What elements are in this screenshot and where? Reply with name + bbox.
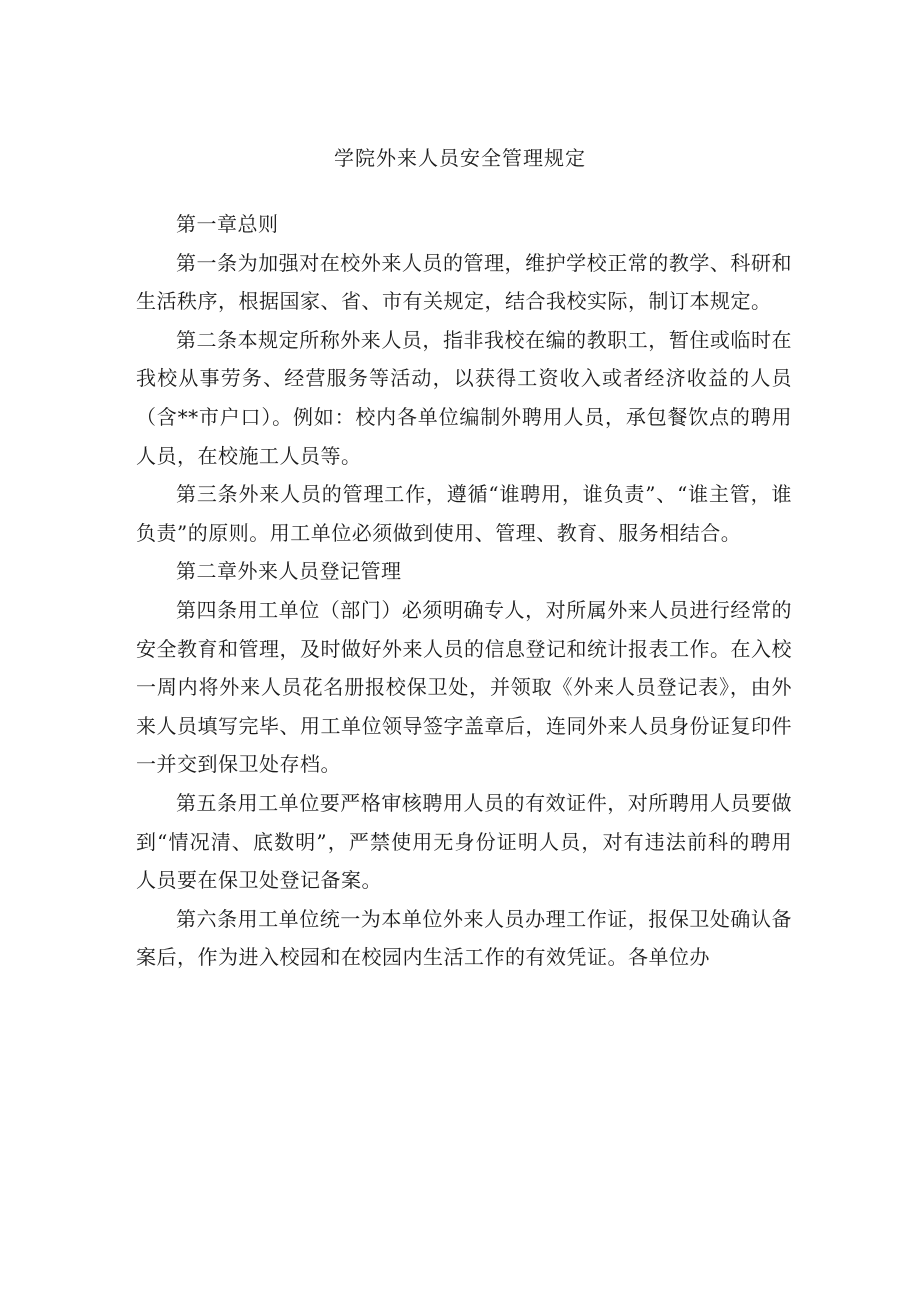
- document-title: 学院外来人员安全管理规定: [334, 146, 586, 170]
- article-5: 第五条用工单位要严格审核聘用人员的有效证件，对所聘用人员要做到“情况清、底数明”，严禁使用无身份证明人员，对有违法前科的聘用人员要在保卫处登记备案。: [136, 790, 792, 893]
- chapter-heading-1: 第一章总则: [176, 212, 279, 236]
- article-1: 第一条为加强对在校外来人员的管理，维护学校正常的教学、科研和生活秩序，根据国家、省、市有关规定，结合我校实际，制订本规定。: [136, 250, 792, 314]
- article-2: 第二条本规定所称外来人员，指非我校在编的教职工，暂住或临时在我校从事劳务、经营服务等活动，以获得工资收入或者经济收益的人员（含**市户口）。例如：校内各单位编制外聘用人员，承包餐饮点的聘用人员，在校施工人员等。: [136, 327, 792, 468]
- document-body: [136, 205, 792, 977]
- article-6: 第六条用工单位统一为本单位外来人员办理工作证，报保卫处确认备案后，作为进入校园和在校园内生活工作的有效凭证。各单位办: [136, 906, 792, 970]
- chapter-heading-2: 第二章外来人员登记管理: [176, 559, 402, 584]
- article-3: 第三条外来人员的管理工作，遵循“谁聘用，谁负责”、“谁主管，谁负责”的原则。用工单位必须做到使用、管理、教育、服务相结合。: [136, 482, 792, 545]
- article-4: 第四条用工单位（部门）必须明确专人，对所属外来人员进行经常的安全教育和管理，及时做好外来人员的信息登记和统计报表工作。在入校一周内将外来人员花名册报校保卫处，并领取《外来人员登记表》，由外来人员填写完毕、用工单位领导签字盖章后，连同外来人员身份证复印件一并交到保卫处存档。: [136, 597, 792, 777]
